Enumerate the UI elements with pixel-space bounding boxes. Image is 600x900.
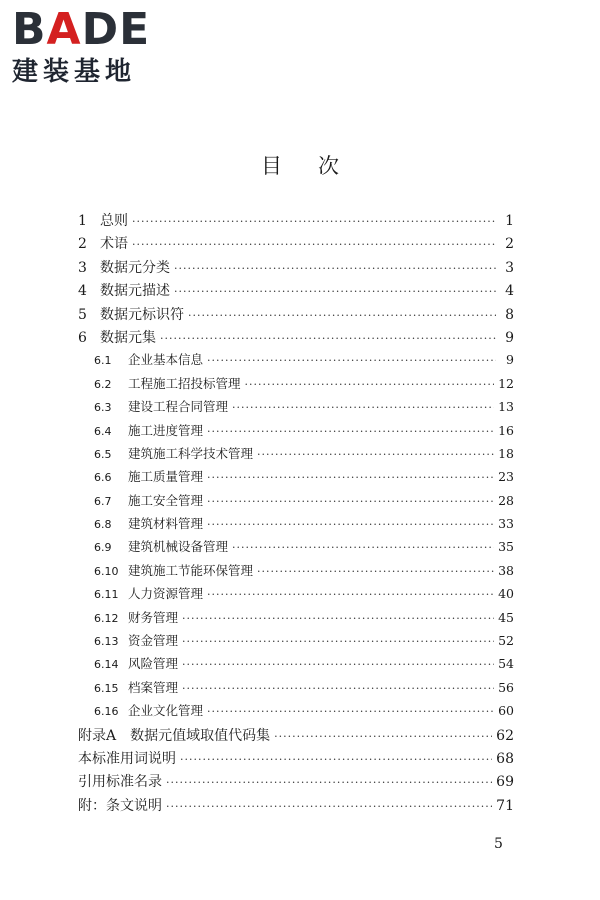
toc-leader-dots [207, 471, 494, 484]
page-number: 5 [494, 836, 503, 852]
toc-entry[interactable] [78, 327, 514, 350]
toc-entry-page: 9 [506, 352, 514, 368]
toc-leader-dots [132, 215, 496, 228]
toc-entry-label: 工程施工招投标管理 [128, 375, 241, 391]
toc-leader-dots [207, 588, 494, 601]
toc-entry-label: 附录A 数据元值域取值代码集 [78, 727, 271, 744]
logo-subtitle: 建装基地 [12, 57, 137, 87]
toc-entry-label: 施工进度管理 [128, 422, 204, 438]
toc-leader-dots [207, 705, 494, 718]
toc-entry-label: 数据元标识符 [100, 306, 184, 323]
toc-entry-label: 数据元描述 [100, 283, 170, 300]
toc-entry-page: 68 [496, 750, 514, 767]
toc-entry[interactable] [78, 280, 514, 303]
toc-entry-page: 40 [498, 586, 514, 602]
toc-entry-label: 本标准用词说明 [78, 750, 176, 767]
toc-entry-number: 3 [78, 259, 87, 276]
toc-leader-dots [182, 635, 494, 648]
toc-entry-label: 术语 [100, 236, 128, 253]
toc-entry-number: 2 [78, 236, 87, 253]
logo-wordmark: BADE [12, 4, 151, 55]
toc-entry[interactable] [78, 537, 514, 560]
toc-leader-dots [207, 495, 494, 508]
toc-entry[interactable] [78, 514, 514, 537]
toc-entry-number: 6 [78, 329, 87, 346]
toc-leader-dots [182, 612, 494, 625]
toc-entry-label: 企业文化管理 [128, 703, 204, 719]
toc-entry-page: 52 [498, 633, 514, 649]
toc-entry-number: 5 [78, 306, 87, 323]
toc-leader-dots [166, 776, 492, 789]
toc-leader-dots [180, 753, 492, 766]
toc-entry[interactable] [78, 491, 514, 514]
toc-entry-number: 6.9 [94, 541, 112, 555]
toc-entry[interactable] [78, 771, 514, 794]
toc-entry-page: 18 [498, 445, 514, 461]
toc-entry[interactable] [78, 678, 514, 701]
toc-entry[interactable] [78, 304, 514, 327]
toc-entry-number: 6.4 [94, 424, 112, 438]
toc-entry-page: 62 [496, 727, 514, 744]
toc-leader-dots [257, 565, 494, 578]
toc-entry-number: 6.16 [94, 705, 119, 719]
toc-entry-label: 总则 [100, 213, 128, 229]
toc-entry[interactable] [78, 444, 514, 467]
toc-entry-label: 数据元集 [100, 329, 156, 346]
toc-entry-number: 6.12 [94, 611, 119, 625]
toc-entry-label: 施工安全管理 [128, 492, 204, 508]
toc-entry-page: 16 [498, 422, 514, 438]
toc-entry-label: 人力资源管理 [128, 586, 204, 602]
toc-leader-dots [232, 541, 494, 554]
toc-leader-dots [245, 378, 495, 391]
toc-entry-page: 12 [498, 375, 514, 391]
toc-leader-dots [188, 309, 496, 322]
toc-entry-label: 建筑机械设备管理 [128, 539, 229, 555]
toc-entry-number: 6.7 [94, 494, 112, 508]
toc-leader-dots [207, 354, 496, 367]
toc-entry-label: 财务管理 [128, 609, 179, 625]
toc-entry-page: 2 [505, 236, 514, 253]
toc-entry-label: 建筑施工科学技术管理 [128, 445, 254, 461]
toc-entry-number: 6.11 [94, 588, 119, 602]
bade-logo [12, 6, 182, 88]
toc-entry[interactable] [78, 748, 514, 771]
toc-entry-number: 6.13 [94, 635, 119, 649]
toc-entry-page: 45 [498, 609, 514, 625]
toc-entry-page: 71 [496, 797, 514, 814]
toc-entry[interactable] [78, 631, 514, 654]
table-of-contents [78, 210, 514, 818]
toc-entry-number: 4 [78, 283, 87, 300]
toc-entry-number: 6.15 [94, 681, 119, 695]
toc-entry-label: 附：条文说明 [78, 797, 162, 814]
toc-leader-dots [182, 658, 494, 671]
toc-entry-page: 33 [498, 516, 514, 532]
toc-entry[interactable] [78, 584, 514, 607]
toc-entry-page: 1 [505, 213, 514, 229]
toc-entry-page: 28 [498, 492, 514, 508]
toc-entry-page: 3 [505, 259, 514, 276]
toc-entry[interactable] [78, 210, 514, 233]
toc-entry-page: 56 [498, 679, 514, 695]
toc-leader-dots [182, 682, 494, 695]
toc-entry[interactable] [78, 374, 514, 397]
toc-entry[interactable] [78, 608, 514, 631]
toc-entry-number: 6.3 [94, 401, 112, 415]
toc-entry[interactable] [78, 421, 514, 444]
toc-leader-dots [160, 332, 496, 345]
toc-entry-label: 引用标准名录 [78, 774, 162, 791]
toc-entry-page: 60 [498, 703, 514, 719]
toc-entry-number: 1 [78, 213, 87, 229]
toc-entry-label: 风险管理 [128, 656, 179, 672]
toc-entry-number: 6.10 [94, 564, 119, 578]
toc-entry[interactable] [78, 725, 514, 748]
toc-entry-label: 数据元分类 [100, 259, 170, 276]
toc-entry[interactable] [78, 233, 514, 256]
toc-entry-page: 13 [498, 399, 514, 415]
toc-entry-label: 企业基本信息 [128, 352, 204, 368]
toc-leader-dots [207, 425, 494, 438]
toc-entry-page: 8 [505, 306, 514, 323]
toc-entry[interactable] [78, 350, 514, 373]
toc-entry-page: 69 [496, 774, 514, 791]
toc-entry[interactable] [78, 701, 514, 724]
toc-entry-page: 9 [505, 329, 514, 346]
toc-entry-page: 4 [505, 283, 514, 300]
toc-entry-page: 38 [498, 562, 514, 578]
toc-entry-label: 档案管理 [128, 679, 179, 695]
toc-leader-dots [166, 800, 492, 813]
toc-entry-label: 建筑材料管理 [128, 516, 204, 532]
toc-entry-label: 资金管理 [128, 633, 179, 649]
toc-entry-label: 建筑施工节能环保管理 [128, 562, 254, 578]
toc-leader-dots [174, 262, 496, 275]
toc-entry[interactable] [78, 397, 514, 420]
toc-leader-dots [257, 448, 494, 461]
toc-entry-label: 施工质量管理 [128, 469, 204, 485]
toc-entry-number: 6.5 [94, 447, 112, 461]
toc-leader-dots [232, 401, 494, 414]
toc-entry[interactable] [78, 561, 514, 584]
toc-entry-number: 6.14 [94, 658, 119, 672]
toc-entry[interactable] [78, 654, 514, 677]
toc-entry-page: 23 [498, 469, 514, 485]
page-title: 目次 [261, 154, 375, 178]
toc-leader-dots [132, 238, 496, 251]
toc-entry-number: 6.1 [94, 354, 112, 368]
toc-leader-dots [174, 285, 496, 298]
toc-entry-number: 6.6 [94, 471, 112, 485]
toc-entry[interactable] [78, 467, 514, 490]
toc-entry[interactable] [78, 257, 514, 280]
toc-leader-dots [207, 518, 494, 531]
toc-entry[interactable] [78, 795, 514, 818]
toc-entry-number: 6.2 [94, 377, 112, 391]
toc-entry-page: 35 [498, 539, 514, 555]
toc-entry-label: 建设工程合同管理 [128, 399, 229, 415]
toc-entry-number: 6.8 [94, 518, 112, 532]
toc-leader-dots [274, 730, 492, 743]
toc-entry-page: 54 [498, 656, 514, 672]
